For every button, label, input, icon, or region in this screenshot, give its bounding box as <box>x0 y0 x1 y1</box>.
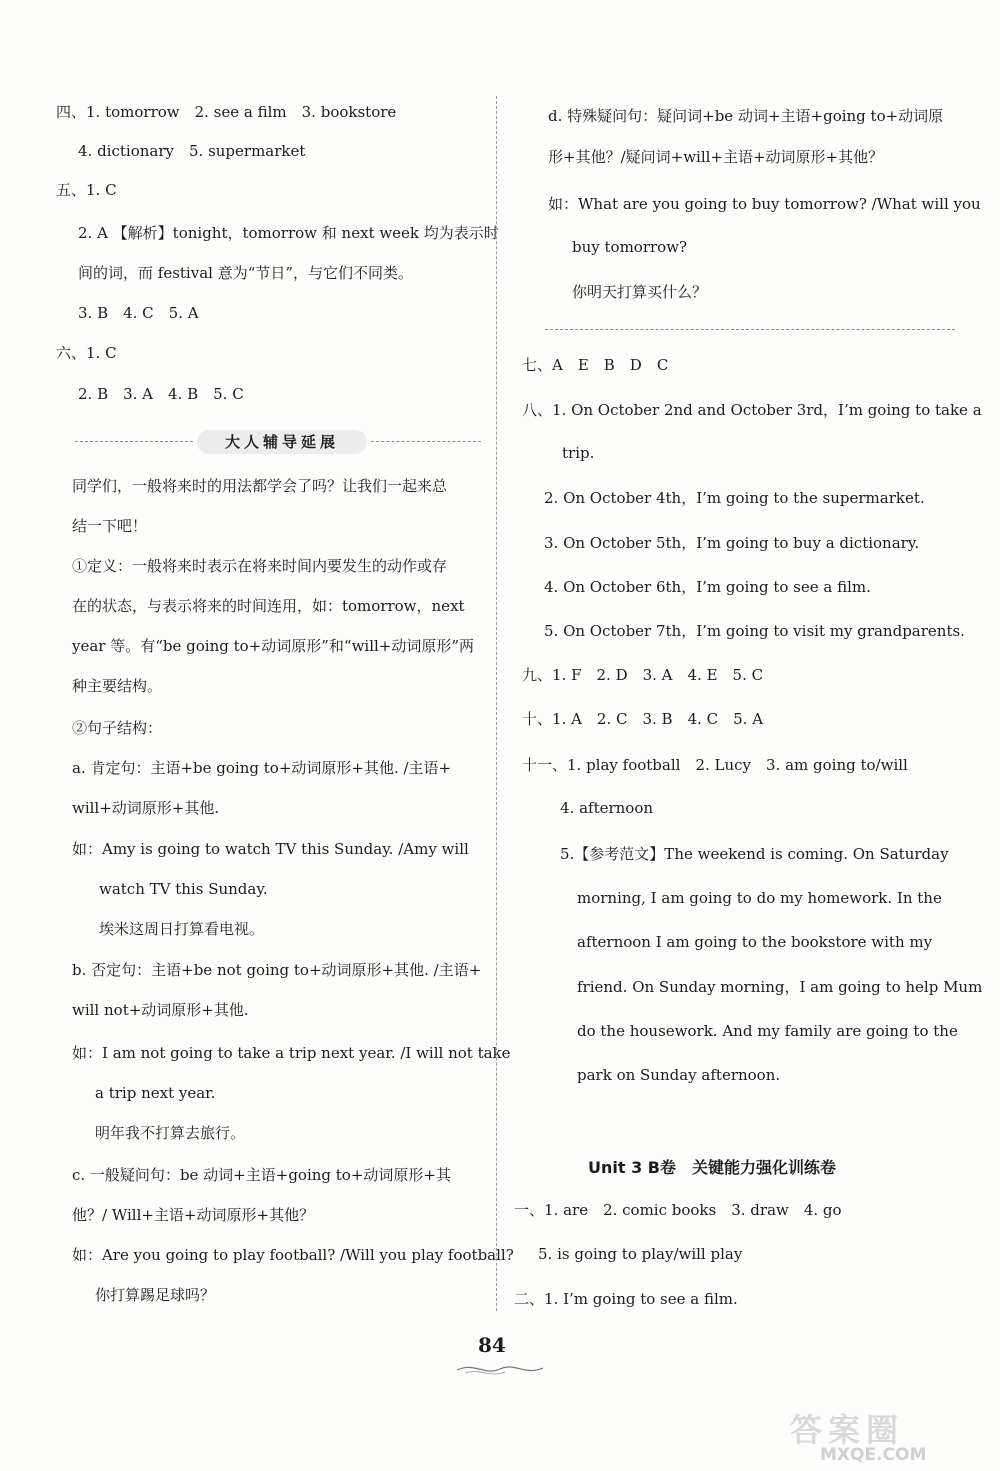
right-text-line: 2. On October 4th，I’m going to the supermarket. <box>544 489 925 507</box>
right-text-line: 八、1. On October 2nd and October 3rd，I’m going to take a <box>522 401 982 419</box>
right-text-line: 一、1. are 2. comic books 3. draw 4. go <box>514 1201 842 1219</box>
left-text-line: 2. A 【解析】tonight，tomorrow 和 next week 均为表示时 <box>78 224 499 242</box>
watermark-main: 答案圈 <box>790 1411 905 1449</box>
section-banner: 大人辅导延展 <box>197 430 367 454</box>
banner-rule-right <box>371 441 481 442</box>
right-text-line: trip. <box>562 444 595 462</box>
left-text-line: 种主要结构。 <box>72 677 163 695</box>
left-text-line: will not+动词原形+其他. <box>72 1001 249 1019</box>
left-text-line: c. 一般疑问句：be 动词+主语+going to+动词原形+其 <box>72 1166 451 1184</box>
right-text-line: morning, I am going to do my homework. In the <box>577 889 942 907</box>
right-text-line: 4. On October 6th，I’m going to see a film. <box>544 578 871 596</box>
column-divider <box>496 96 497 1311</box>
right-text-line: 十一、1. play football 2. Lucy 3. am going to/will <box>522 756 908 774</box>
right-text-line: 3. On October 5th，I’m going to buy a dictionary. <box>544 534 920 552</box>
left-text-line: 3. B 4. C 5. A <box>78 304 199 322</box>
right-text-line: friend. On Sunday morning，I am going to help Mum <box>577 978 983 996</box>
left-text-line: 2. B 3. A 4. B 5. C <box>78 385 244 403</box>
banner-rule-left <box>75 441 193 442</box>
right-text-line: 4. afternoon <box>560 799 654 817</box>
right-text-line: park on Sunday afternoon. <box>577 1066 781 1084</box>
page-number: 84 <box>478 1333 506 1357</box>
right-text-line: 5. is going to play/will play <box>538 1245 743 1263</box>
left-text-line: 结一下吧！ <box>72 517 148 535</box>
right-text-line: 你明天打算买什么？ <box>572 283 708 301</box>
left-text-line: watch TV this Sunday. <box>99 880 268 898</box>
left-text-line: 明年我不打算去旅行。 <box>95 1124 246 1142</box>
left-text-line: 如：I am not going to take a trip next year. /I will not take <box>72 1044 511 1062</box>
right-text-line: 5. On October 7th，I’m going to visit my grandparents. <box>544 622 965 640</box>
right-text-line: 如：What are you going to buy tomorrow? /What will you <box>548 195 981 213</box>
right-text-line: 十、1. A 2. C 3. B 4. C 5. A <box>522 710 764 728</box>
left-text-line: 四、1. tomorrow 2. see a film 3. bookstore <box>56 103 397 121</box>
watermark-sub: MXQE.COM <box>820 1445 927 1465</box>
left-text-line: year 等。有“be going to+动词原形”和“will+动词原形”两 <box>72 637 475 655</box>
left-text-line: 你打算踢足球吗？ <box>95 1286 216 1304</box>
right-text-line: buy tomorrow? <box>572 238 688 256</box>
left-text-line: 在的状态，与表示将来的时间连用，如：tomorrow，next <box>72 597 465 615</box>
page-ornament-icon <box>455 1360 545 1378</box>
left-text-line: 同学们，一般将来时的用法都学会了吗？让我们一起来总 <box>72 477 448 495</box>
right-text-line: 九、1. F 2. D 3. A 4. E 5. C <box>522 666 764 684</box>
right-text-line: 5.【参考范文】The weekend is coming. On Saturday <box>560 845 949 863</box>
left-text-line: 六、1. C <box>56 344 117 362</box>
left-text-line: 五、1. C <box>56 181 117 199</box>
right-text-line: afternoon I am going to the bookstore with my <box>577 933 933 951</box>
left-text-line: will+动词原形+其他. <box>72 799 220 817</box>
left-text-line: 他？/ Will+主语+动词原形+其他？ <box>72 1206 315 1224</box>
right-text-line: 形+其他？/疑问词+will+主语+动词原形+其他？ <box>548 148 884 166</box>
unit-title: Unit 3 B卷 关键能力强化训练卷 <box>588 1158 836 1177</box>
left-text-line: ①定义：一般将来时表示在将来时间内要发生的动作或存 <box>72 557 448 575</box>
left-text-line: a. 肯定句：主语+be going to+动词原形+其他. /主语+ <box>72 759 452 777</box>
left-text-line: 4. dictionary 5. supermarket <box>78 142 306 160</box>
right-text-line: do the housework. And my family are going to the <box>577 1022 958 1040</box>
left-text-line: b. 否定句：主语+be not going to+动词原形+其他. /主语+ <box>72 961 482 979</box>
left-text-line: a trip next year. <box>95 1084 216 1102</box>
right-text-line: 二、1. I’m going to see a film. <box>514 1290 738 1308</box>
watermark-logo <box>790 1405 990 1465</box>
left-text-line: ②句子结构： <box>72 719 163 737</box>
right-text-line: 七、A E B D C <box>522 356 669 374</box>
left-text-line: 如：Are you going to play football? /Will you play football? <box>72 1246 514 1264</box>
left-text-line: 间的词，而 festival 意为“节日”，与它们不同类。 <box>78 264 414 282</box>
section-separator <box>545 329 955 330</box>
left-text-line: 埃米这周日打算看电视。 <box>99 920 265 938</box>
left-text-line: 如：Amy is going to watch TV this Sunday. /Amy will <box>72 840 469 858</box>
right-text-line: d. 特殊疑问句：疑问词+be 动词+主语+going to+动词原 <box>548 107 944 125</box>
